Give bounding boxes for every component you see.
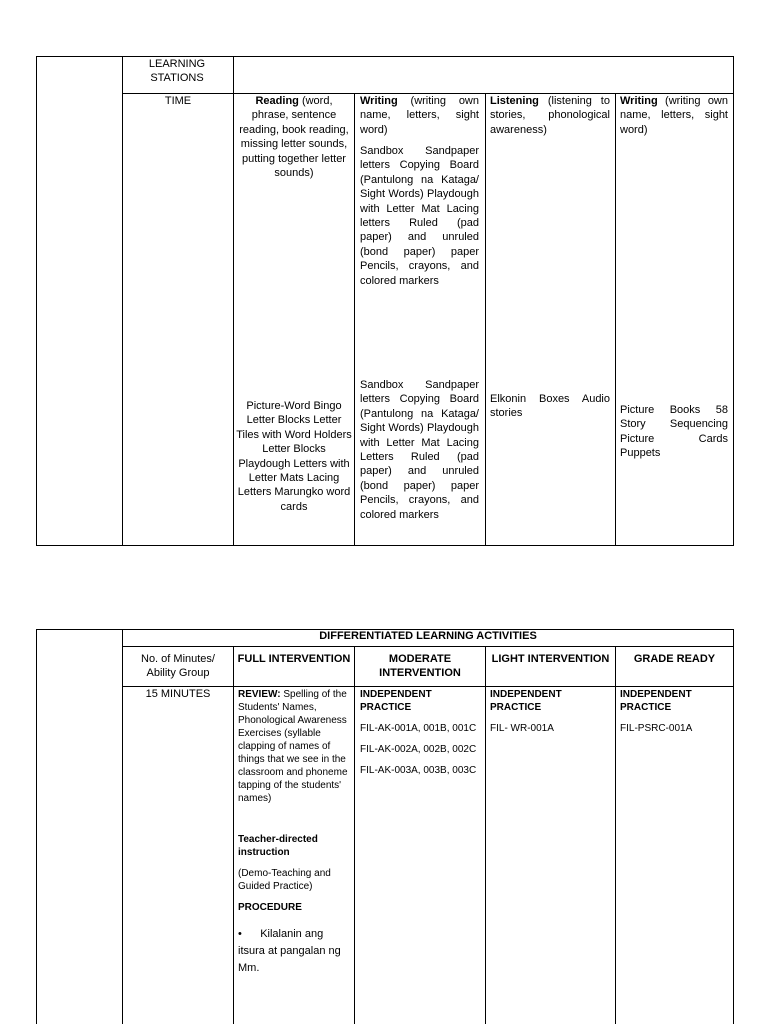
grade-ready-header: GRADE READY xyxy=(633,653,716,665)
moderate-intervention-header: MODERATE INTERVENTION xyxy=(379,653,461,679)
moderate-code-3: FIL-AK-003A, 003B, 003C xyxy=(360,765,477,776)
reading-title: Reading xyxy=(255,95,299,107)
listening-header xyxy=(490,94,610,137)
reading-materials: Picture-Word Bingo Letter Blocks Letter Tiles with Word Holders Letter Blocks Playdough Letters with Letter Mats Lacing Letters Marungko word cards xyxy=(236,400,352,513)
table2-border-right xyxy=(733,629,734,1024)
writing2-header xyxy=(620,94,728,137)
writing2-materials: Picture Books 58 Story Sequencing Picture Cards Puppets xyxy=(620,404,728,460)
procedure-item-text: Kilalanin ang itsura at pangalan ng Mm. xyxy=(238,928,341,974)
grade-ready-cell xyxy=(620,688,730,743)
moderate-label: INDEPENDENT PRACTICE xyxy=(360,689,432,713)
differentiated-activities-title: DIFFERENTIATED LEARNING ACTIVITIES xyxy=(319,630,537,642)
bullet-icon: • xyxy=(238,928,242,940)
time-label: TIME xyxy=(164,95,192,107)
listening-materials: Elkonin Boxes Audio stories xyxy=(490,393,610,420)
writing-materials-list: Sandbox Sandpaper letters Copying Board (Pantulong na Kataga/ Sight Words) Playdough with Letter Mat Lacing letters Ruled (pad paper) and unruled (bond paper) paper Pencils, crayons, and colored markers xyxy=(360,145,479,287)
table2-divider-3 xyxy=(354,646,355,1024)
listening-desc: (listening to stories, phonological awareness) xyxy=(490,95,610,136)
teacher-directed-label: Teacher-directed instruction xyxy=(238,834,318,858)
table2-divider-4 xyxy=(485,646,486,1024)
listening-title: Listening xyxy=(490,95,539,107)
table2-border-mid1 xyxy=(122,646,734,647)
procedure-item xyxy=(238,926,350,977)
table1-divider-3 xyxy=(354,93,355,546)
light-intervention-header: LIGHT INTERVENTION xyxy=(491,653,610,665)
full-intervention-header: FULL INTERVENTION xyxy=(237,653,351,665)
full-intervention-cell xyxy=(238,688,350,985)
moderate-intervention-cell xyxy=(360,688,480,785)
teacher-directed-text: (Demo-Teaching and Guided Practice) xyxy=(238,868,331,892)
table2-divider-2 xyxy=(233,646,234,1024)
table1-divider-4 xyxy=(485,93,486,546)
moderate-code-1: FIL-AK-001A, 001B, 001C xyxy=(360,723,477,734)
ability-group-header: No. of Minutes/ Ability Group xyxy=(141,653,215,679)
review-paragraph xyxy=(238,688,350,805)
moderate-code-2: FIL-AK-002A, 002B, 002C xyxy=(360,744,477,755)
writing-title: Writing xyxy=(360,95,398,107)
review-label: REVIEW: xyxy=(238,689,281,700)
table2-border-left xyxy=(36,629,37,1024)
procedure-label: PROCEDURE xyxy=(238,902,302,913)
light-intervention-cell xyxy=(490,688,610,743)
writing-materials: Sandbox Sandpaper letters Copying Board (Pantulong na Kataga/ Sight Words) Playdough with Letter Mat Lacing Letters Ruled (pad paper) and unruled (bond paper) paper Pencils, crayons, and colored markers xyxy=(360,379,479,521)
table2-divider-1 xyxy=(122,629,123,1024)
learning-stations-header: LEARNING STATIONS xyxy=(148,58,206,85)
table1-divider-1 xyxy=(122,56,123,546)
writing-desc: (writing own name, letters, sight word) xyxy=(360,95,479,136)
writing2-title: Writing xyxy=(620,95,658,107)
minutes-cell: 15 MINUTES xyxy=(145,688,211,700)
table2-divider-5 xyxy=(615,646,616,1024)
writing-header xyxy=(360,94,479,137)
light-code: FIL- WR-001A xyxy=(490,723,554,734)
reading-desc: (word, phrase, sentence reading, book reading, missing letter sounds, putting together letter sounds) xyxy=(239,95,349,180)
table1-border-right xyxy=(733,56,734,546)
table1-border-left xyxy=(36,56,37,546)
table1-divider-2 xyxy=(233,56,234,546)
grade-label: INDEPENDENT PRACTICE xyxy=(620,689,692,713)
review-text: Spelling of the Students' Names, Phonological Awareness Exercises (syllable clapping of names of things that we see in the classroom and phoneme tapping of the students' names) xyxy=(238,689,348,804)
table1-border-bottom xyxy=(36,545,734,546)
light-label: INDEPENDENT PRACTICE xyxy=(490,689,562,713)
grade-code: FIL-PSRC-001A xyxy=(620,723,693,734)
writing2-desc: (writing own name, letters, sight word) xyxy=(620,95,728,136)
reading-header xyxy=(236,94,352,180)
table1-divider-5 xyxy=(615,93,616,546)
